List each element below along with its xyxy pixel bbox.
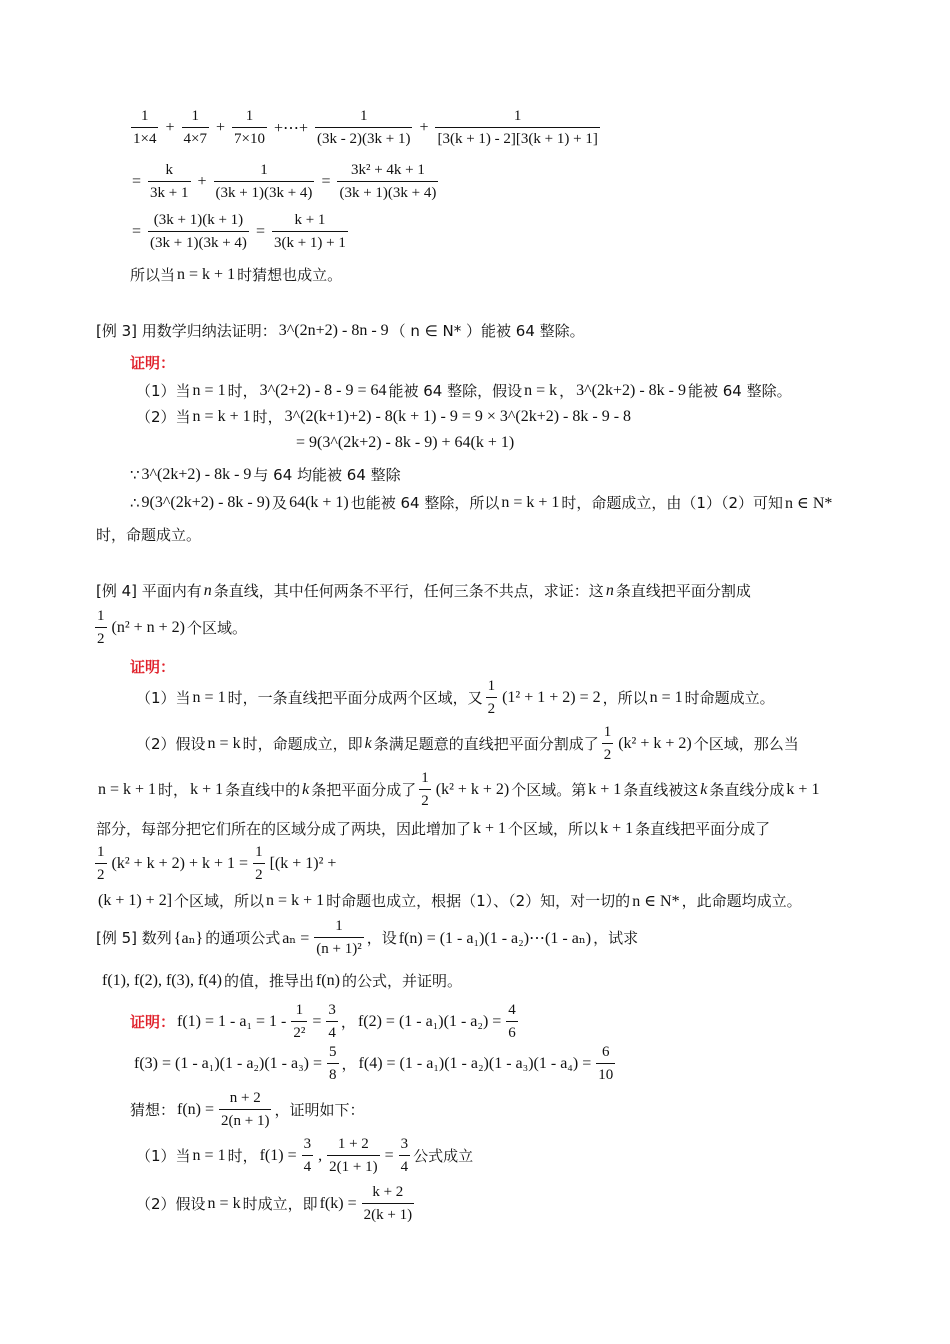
proof-step-1: （1）当 n = 1 时，一条直线把平面分成两个区域，又 $\frac{1}{2}$ (1² + 1 + 2) = 2 ，所以 n = 1 时命题成立。 (136, 678, 775, 717)
conclusion-line: 所以当 n = k + 1 时猜想也成立。 (130, 265, 343, 284)
fraction: $\frac{3}{4}$ (400, 1136, 409, 1175)
proof-step-2-line-4: $\frac{1}{2}$ (k² + k + 2) + k + 1 = $\frac{1}{2}$ [(k + 1)² + (97, 844, 337, 883)
sum-expression-row: = $\frac{k}{3k + 1}$ + $\frac{1}{(3k + 1)(3k + 4)}$ = $\frac{\text{3k² + 4k + 1}}{(3k + 1)(3k + 4)}$ (132, 162, 437, 201)
fraction: $\frac{1}{7\times 10}$ (234, 108, 265, 147)
fraction: $\frac{1 + 2}{2(1 + 1)}$ (329, 1136, 378, 1175)
proof-step-2-line-3: 部分，每部分把它们所在的区域分成了两块，因此增加了 k + 1 个区域，所以 k + 1 条直线把平面分成了 (96, 819, 771, 838)
fraction: $\frac{k + 2}{2(k + 1)}$ (363, 1184, 413, 1223)
fraction: $\frac{1}{2}$ (421, 770, 429, 809)
example-3-title: [例 3] 用数学归纳法证明： 3^(2n+2) - 8n - 9 （ n ∈ N* ） 能被 64 整除。 (96, 321, 585, 340)
sum-expression-row: $\frac{1}{1\times 4}$ + $\frac{1}{4\times 7}$ + $\frac{1}{7\times 10}$ +⋯+ $\frac{1}{(3k - 2)(3k + 1)}$ + $\frac{1}{[3(k + 1) - 2][3(k + 1) + 1]}$ (133, 108, 598, 147)
because-line: ∵ 3^(2k+2) - 8k - 9 与 64 均能被 64 整除 (130, 465, 401, 484)
fraction: $\frac{3}{4}$ (303, 1136, 312, 1175)
fraction: $\frac{1}{4\times 7}$ (183, 108, 207, 147)
fraction: $\frac{1}{\text{(n + 1)²}}$ (316, 918, 362, 957)
fraction: $\frac{1}{2}$ (603, 724, 612, 763)
fraction: $\frac{6}{10}$ (598, 1044, 614, 1083)
proof-step-2: （2）当 n = k + 1 时， 3^(2(k+1)+2) - 8(k + 1) - 9 = 9 × 3^(2k+2) - 8k - 9 - 8 (136, 407, 632, 426)
proof-step-1: （1）当 n = 1 时， 3^(2+2) - 8 - 9 = 64 能被 64 整除，假设 n = k ， 3^(2k+2) - 8k - 9 能被 64 整除。 (136, 381, 792, 400)
example-5-title: [例 5] 数列 {aₙ} 的通项公式 aₙ = $\frac{1}{\text{(n + 1)²}}$ ，设 f(n) = (1 - a₁)(1 - a₂)⋯(1 - aₙ) ，试求 (96, 918, 639, 957)
therefore-line: ∴ 9(3^(2k+2) - 8k - 9) 及 64(k + 1) 也能被 64 整除，所以 n = k + 1 时，命题成立，由（1）（2）可知 n ∈ N* (130, 493, 833, 512)
proof-step-values-2: f(3) = (1 - a₁)(1 - a₂)(1 - a₃) = $\frac{5}{8}$ ， f(4) = (1 - a₁)(1 - a₂)(1 - a₃)(1 - a₄) = $\frac{6}{10}$ (134, 1044, 614, 1083)
proof-step-1: （1）当 n = 1 时， f(1) = $\frac{3}{4}$ , $\frac{1 + 2}{2(1 + 1)}$ = $\frac{3}{4}$ 公式成立 (136, 1136, 474, 1175)
fraction: $\frac{1}{2}$ (255, 844, 263, 883)
fraction: $\frac{1}{[3(k + 1) - 2][3(k + 1) + 1]}$ (437, 108, 598, 147)
fraction: $\frac{(3k + 1)(k + 1)}{(3k + 1)(3k + 4)}$ (150, 212, 247, 251)
fraction: $\frac{4}{6}$ (508, 1002, 516, 1041)
fraction: $\frac{n + 2}{2(n + 1)}$ (221, 1090, 270, 1129)
example-4-title: [例 4] 平面内有 n 条直线，其中任何两条不平行，任何三条不共点，求证：这 n 条直线把平面分割成 (96, 581, 751, 600)
example-4-title-continued: $\frac{1}{2}$ (n² + n + 2) 个区域。 (97, 608, 248, 647)
fraction: $\frac{k}{3k + 1}$ (150, 162, 189, 201)
proof-step-2-line-2: n = k + 1 时， k + 1 条直线中的 k 条把平面分成了 $\frac{1}{2}$ (k² + k + 2) 个区域。第 k + 1 条直线被这 k 条直线分成 k + 1 (98, 770, 820, 809)
fraction: $\frac{1}{2}$ (487, 678, 496, 717)
fraction: $\frac{3}{4}$ (328, 1002, 336, 1041)
guess-line: 猜想： f(n) = $\frac{n + 2}{2(n + 1)}$ ，证明如下： (130, 1090, 365, 1129)
proof-step-2-line-5: (k + 1) + 2] 个区域，所以 n = k + 1 时命题也成立，根据（1）、（2）知，对一切的 n ∈ N* ，此命题均成立。 (98, 891, 802, 910)
therefore-line-tail: 时，命题成立。 (96, 526, 202, 544)
proof-label: 证明： (130, 354, 176, 372)
proof-step-2-continued: = 9(3^(2k+2) - 8k - 9) + 64(k + 1) (296, 434, 515, 451)
fraction: $\frac{1}{(3k - 2)(3k + 1)}$ (317, 108, 411, 147)
fraction: $\frac{1}{2}$ (97, 844, 105, 883)
fraction: $\frac{1}{2}$ (97, 608, 105, 647)
proof-step-2: （2）假设 n = k 时成立，即 f(k) = $\frac{k + 2}{2(k + 1)}$ (136, 1184, 413, 1223)
fraction: $\frac{1}{1\times 4}$ (133, 108, 157, 147)
example-5-title-continued: f(1), f(2), f(3), f(4) 的值，推导出 f(n) 的公式，并证明。 (102, 971, 462, 990)
proof-step-2: （2）假设 n = k 时，命题成立，即 k 条满足题意的直线把平面分割成了 $\frac{1}{2}$ (k² + k + 2) 个区域，那么当 (136, 724, 799, 763)
fraction: $\frac{\text{3k² + 4k + 1}}{(3k + 1)(3k + 4)}$ (339, 162, 437, 201)
fraction: $\frac{1}{(3k + 1)(3k + 4)}$ (215, 162, 313, 201)
proof-label: 证明： (130, 658, 176, 676)
proof-step-values-1: 证明： f(1) = 1 - a₁ = 1 - $\frac{1}{\text{2²}}$ = $\frac{3}{4}$ ， f(2) = (1 - a₁)(1 - a₂) = $\frac{4}{6}$ (130, 1002, 516, 1041)
fraction: $\frac{1}{\text{2²}}$ (293, 1002, 306, 1041)
fraction: $\frac{k + 1}{3(k + 1) + 1}$ (273, 212, 346, 251)
sum-expression-row: = $\frac{(3k + 1)(k + 1)}{(3k + 1)(3k + 4)}$ = $\frac{k + 1}{3(k + 1) + 1}$ (132, 212, 346, 251)
fraction: $\frac{5}{8}$ (329, 1044, 337, 1083)
